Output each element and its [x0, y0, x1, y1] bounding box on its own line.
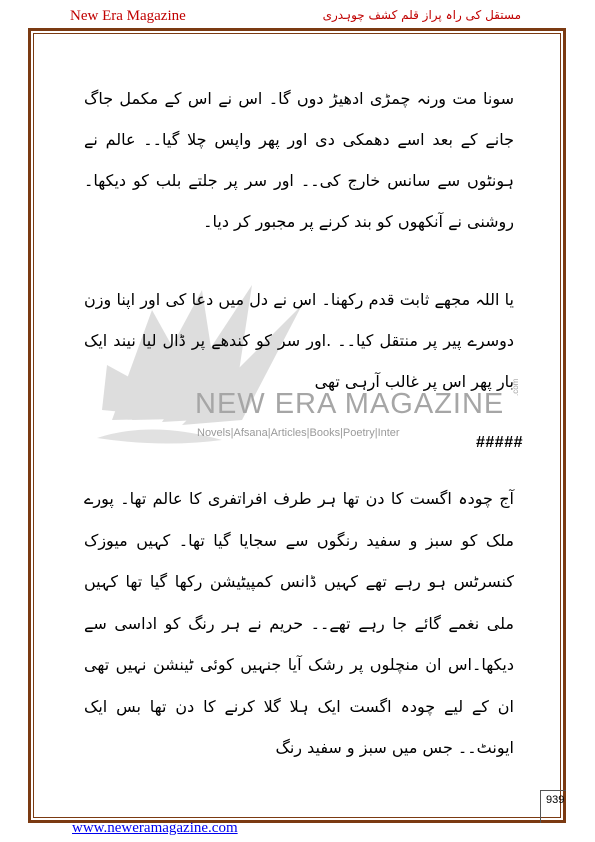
story-credit: مستقل کی راہ پراز قلم کشف چوہدری: [322, 8, 521, 22]
watermark-subtitle: Novels|Afsana|Articles|Books|Poetry|Inter: [197, 427, 400, 439]
magazine-name: New Era Magazine: [70, 8, 186, 24]
watermark-title: NEW ERA MAGAZINE: [195, 388, 505, 420]
paragraph-3: آج چودہ اگست کا دن تھا ہر طرف افراتفری کا عالم تھا۔ پورے ملک کو سبز و سفید رنگوں سے سجایا گیا تھا۔ کہیں میوزک کنسرٹس ہو رہے تھے کہیں ڈانس کمپیٹیشن رکھا گیا تھا کہیں ملی نغمے گائے جا رہے تھے۔۔ حریم نے ہر رنگ کو اداسی سے دیکھا۔اس ان منچلوں پر رشک آیا جنہیں کوئی ٹینشن نہیں تھی ان کے لیے چودہ اگست ایک ہلا گلا کرنے کا دن تھا بس ایک ایونٹ۔۔ جس میں سبز و سفید رنگ: [84, 489, 514, 757]
footer-website-link[interactable]: www.neweramagazine.com: [72, 820, 238, 836]
paragraph-1: سونا مت ورنہ چمڑی ادھیڑ دوں گا۔ اس نے اس کے مکمل جاگ جانے کے بعد اسے دھمکی دی اور پھر واپس چلا گیا۔۔ عالم نے ہونٹوں سے سانس خارج کی۔۔ اور سر پر جلتے بلب کو دیکھا۔ روشنی نے آنکھوں کو بند کرنے پر مجبور کر دیا۔: [84, 89, 514, 231]
page-number: 939: [546, 794, 565, 806]
paragraph-2: یا اللہ مجھے ثابت قدم رکھنا۔ اس نے دل میں دعا کی اور اپنا وزن دوسرے پیر پر منتقل کیا۔۔ .اور سر کو کندھے پر ڈال لیا نیند ایک بار پھر اس پر غالب آرہی تھی: [84, 290, 514, 391]
watermark-domain-suffix: .com: [511, 378, 520, 396]
section-separator: #####: [476, 434, 523, 451]
